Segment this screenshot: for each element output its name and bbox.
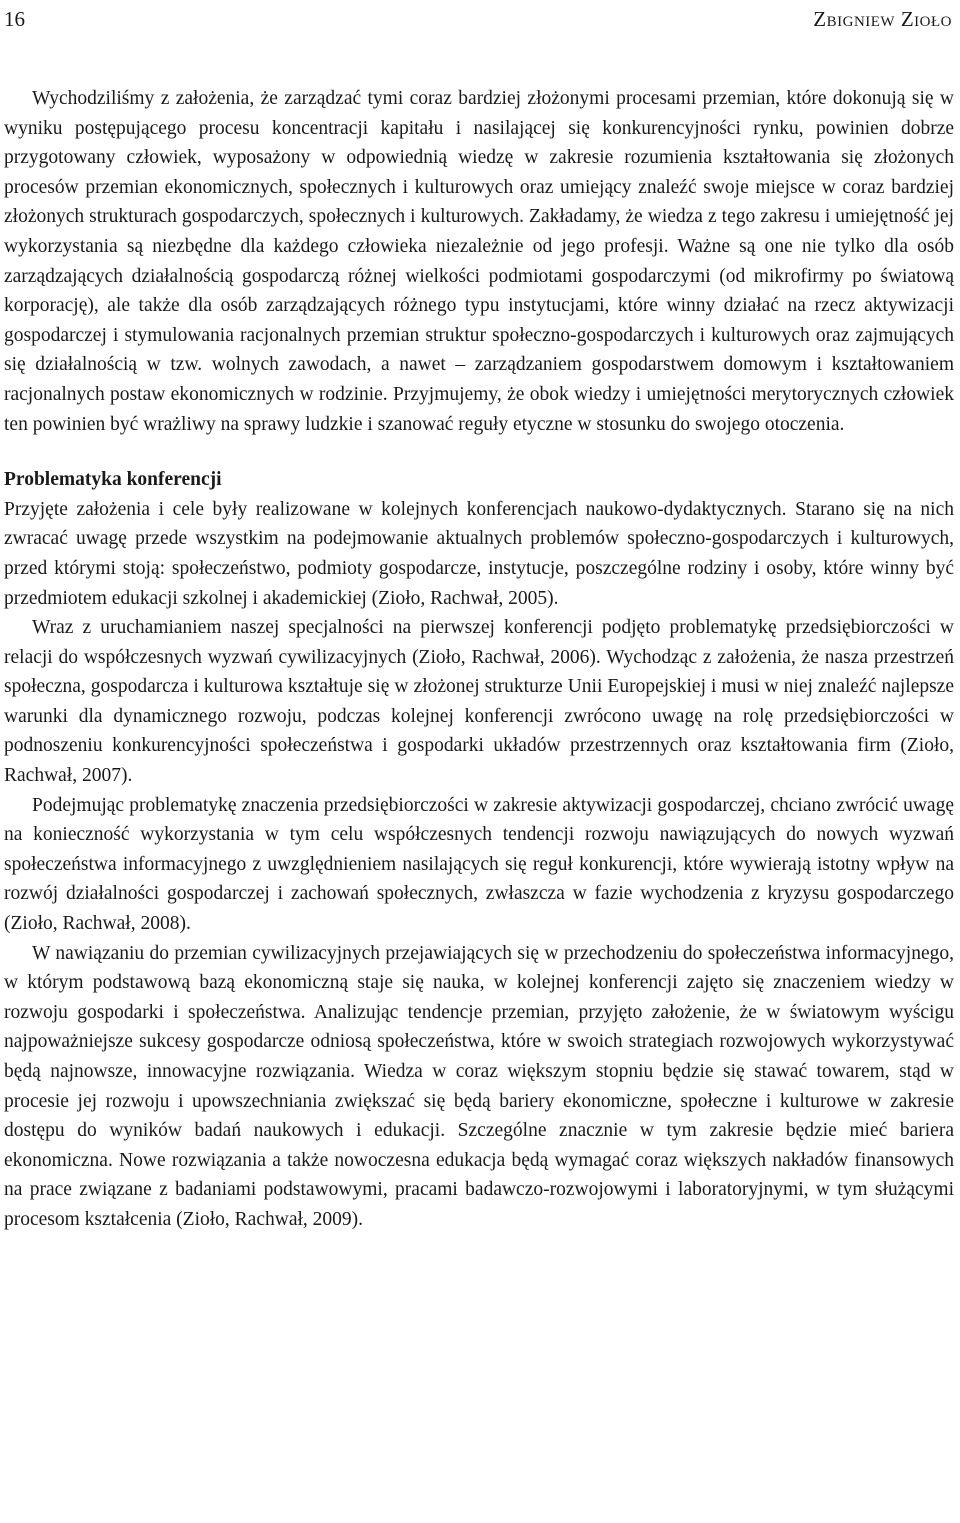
page-number: 16 <box>4 7 25 31</box>
running-head <box>4 4 952 34</box>
paragraph-conference-aims: Przyjęte założenia i cele były realizowane w kolejnych konferencjach naukowo-dydaktycznych. Starano się na nich zwracać uwagę przede wszystkim na podejmowanie aktualnych problemów społeczno-gospodarczych i kulturowych, przed którymi stoją: społeczeństwo, podmioty gospodarcze, instytucje, poszczególne rodziny i osoby, które winny być przedmiotem edukacji szkolnej i akademickiej (Zioło, Rachwał, 2005). <box>4 498 954 609</box>
paragraph-knowledge: W nawiązaniu do przemian cywilizacyjnych przejawiających się w przechodzeniu do społeczeństwa informacyjnego, w którym podstawową bazą ekonomiczną staje się nauka, w kolejnej konferencji zajęto się znaczeniem wiedzy w rozwoju gospodarki i społeczeństwa. Analizując tendencje przemian, przyjęto założenie, że w światowym wyścigu najpoważniejsze sukcesy gospodarcze odniosą społeczeństwa, które w swoich strategiach rozwojowych wykorzystywać będą najnowsze, innowacyjne rozwiązania. Wiedza w coraz większym stopniu będzie się stawać towarem, stąd w procesie jej rozwoju i upowszechniania zwiększać się będą bariery ekonomiczne, społeczne i kulturowe w zakresie dostępu do wyników badań naukowych i edukacji. Szczególne znacznie w tym zakresie będzie mieć bariera ekonomiczna. Nowe rozwiązania a także nowoczesna edukacja będą wymagać coraz większych nakładów finansowych na prace związane z badaniami podstawowymi, pracami badawczo-rozwojowymi i laboratoryjnymi, w tym służącymi procesom kształcenia (Zioło, Rachwał, 2009). <box>4 942 954 1230</box>
section-heading: Problematyka konferencji <box>4 469 222 491</box>
running-head-author: Zbigniew Zioło <box>813 7 952 31</box>
paragraph-intro: Wychodziliśmy z założenia, że zarządzać tymi coraz bardziej złożonymi procesami przemian, które dokonują się w wyniku postępującego procesu koncentracji kapitału i nasilającej się konkurencyjności rynku, powinien dobrze przygotowany człowiek, wyposażony w odpowiednią wiedzę w zakresie rozumienia kształtowania się złożonych procesów przemian ekonomicznych, społecznych i kulturowych oraz umiejący znaleźć swoje miejsce w coraz bardziej złożonych strukturach gospodarczych, społecznych i kulturowych. Zakładamy, że wiedza z tego zakresu i umiejętność jej wykorzystania są niezbędne dla każdego człowieka niezależnie od jego profesji. Ważne są one nie tylko dla osób zarządzających działalnością gospodarczą różnej wielkości podmiotami gospodarczymi (od mikrofirmy po światową korporację), ale także dla osób zarządzających różnego typu instytucjami, które winny działać na rzecz aktywizacji gospodarczej i stymulowania racjonalnych przemian struktur społeczno-gospodarczych i kulturowych oraz zajmujących się działalnością w tzw. wolnych zawodach, a nawet – zarządzaniem gospodarstwem domowym i kształtowaniem racjonalnych postaw ekonomicznych w rodzinie. Przyjmujemy, że obok wiedzy i umiejętności merytorycznych człowiek ten powinien być wrażliwy na sprawy ludzkie i szanować reguły etyczne w stosunku do swojego otoczenia. <box>4 88 954 435</box>
body-text <box>4 84 954 1235</box>
paragraph-first-conference: Wraz z uruchamianiem naszej specjalności na pierwszej konferencji podjęto problematykę przedsiębiorczości w relacji do współczesnych wyzwań cywilizacyjnych (Zioło, Rachwał, 2006). Wychodząc z założenia, że nasza przestrzeń społeczna, gospodarcza i kulturowa kształtuje się w złożonej strukturze Unii Europejskiej i musi w niej znaleźć najlepsze warunki dla dynamicznego rozwoju, podczas kolejnej konferencji zwrócono uwagę na rolę przedsiębiorczości w podnoszeniu konkurencyjności społeczeństwa i gospodarki układów przestrzennych oraz kształtowania firm (Zioło, Rachwał, 2007). <box>4 617 954 787</box>
paragraph-activation: Podejmując problematykę znaczenia przedsiębiorczości w zakresie aktywizacji gospodarczej, chciano zwrócić uwagę na konieczność wykorzystania w tym celu współczesnych tendencji rozwoju nawiązujących do nowych wyzwań społeczeństwa informacyjnego z uwzględnieniem nasilających się reguł konkurencji, które wywierają istotny wpływ na rozwój działalności gospodarczej i zachowań społecznych, zwłaszcza w fazie wychodzenia z kryzysu gospodarczego (Zioło, Rachwał, 2008). <box>4 794 954 935</box>
